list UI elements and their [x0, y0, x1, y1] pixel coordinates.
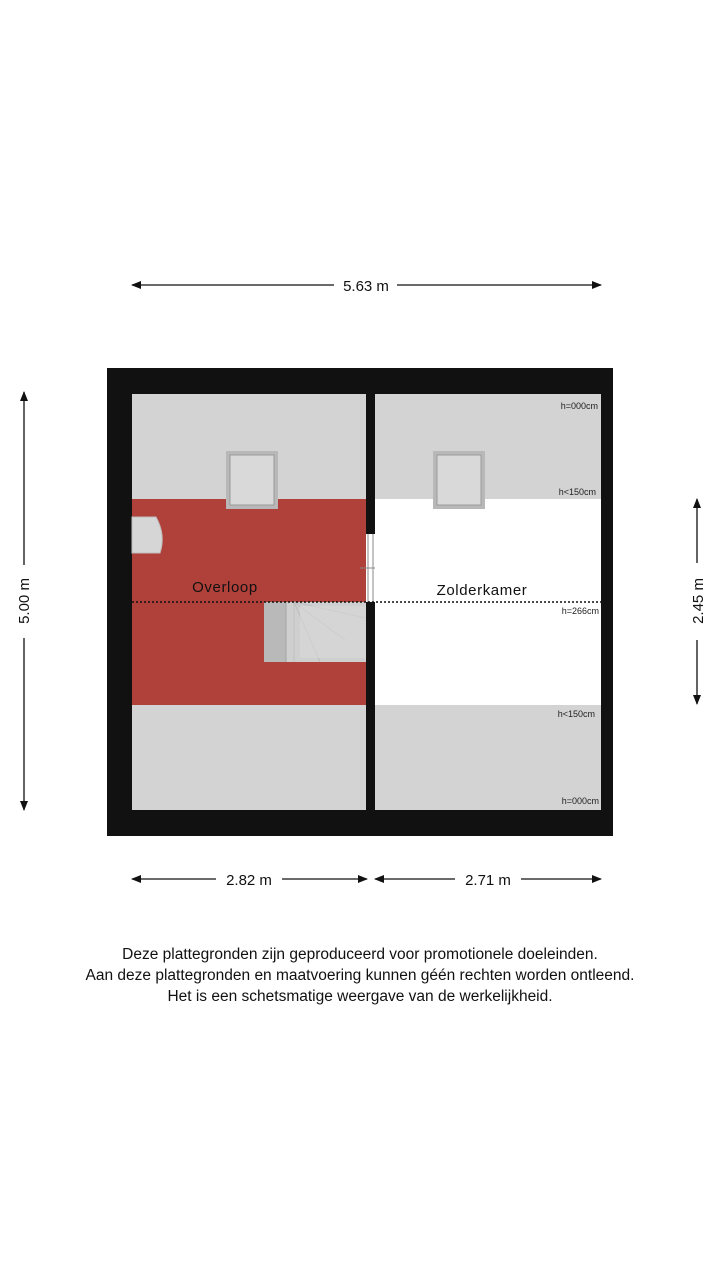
- bottom-right-width-label: 2.71 m: [465, 872, 511, 889]
- staircase: [264, 602, 366, 662]
- disclaimer-line-1: Deze plattegronden zijn geproduceerd voor promotionele doeleinden.: [122, 946, 598, 963]
- right-dimension: [690, 499, 707, 704]
- bottom-right-dimension: [375, 872, 601, 889]
- disclaimer-line-3: Het is een schetsmatige weergave van de werkelijkheid.: [167, 988, 553, 1005]
- disclaimer: [0, 944, 720, 1007]
- left-height-label: 5.00 m: [16, 578, 33, 624]
- bottom-left-width-label: 2.82 m: [226, 872, 272, 889]
- wall-unit: [132, 517, 162, 553]
- zolderkamer-label: Zolderkamer: [436, 582, 528, 599]
- height-ridge: h=266cm: [561, 606, 599, 616]
- left-dimension: [16, 392, 33, 810]
- height-upper-limit: h<150cm: [558, 487, 596, 497]
- right-height-label: 2.45 m: [690, 578, 707, 624]
- bottom-left-dimension: [132, 872, 367, 889]
- disclaimer-line-2: Aan deze plattegronden en maatvoering kunnen géén rechten worden ontleend.: [85, 967, 635, 984]
- top-dimension: [132, 278, 601, 295]
- height-bottom-edge: h=000cm: [561, 796, 599, 806]
- height-top-edge: h=000cm: [560, 401, 598, 411]
- height-lower-limit: h<150cm: [557, 709, 595, 719]
- top-width-label: 5.63 m: [343, 278, 389, 295]
- overloop-label: Overloop: [192, 579, 258, 596]
